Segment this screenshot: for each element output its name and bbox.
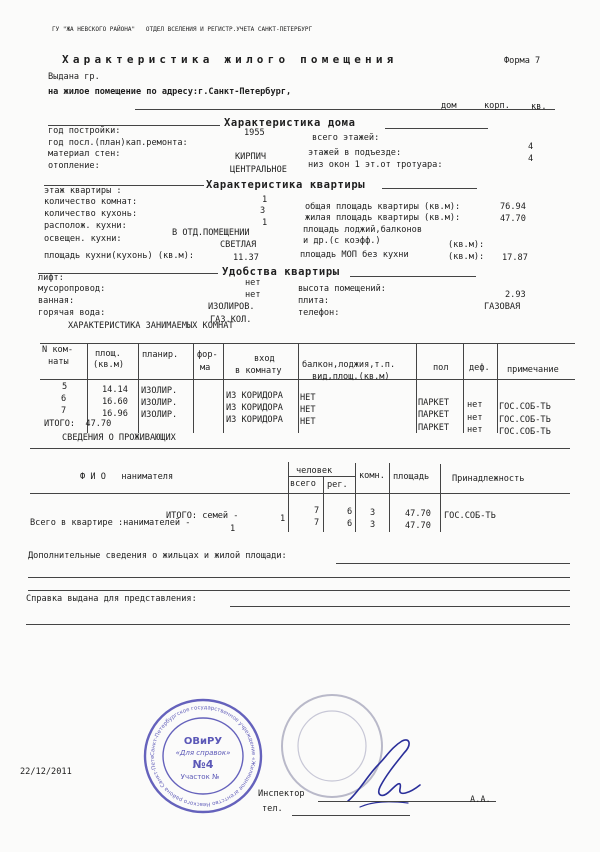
entrance-floors-value: 4 <box>528 154 534 164</box>
hot-water-label: горячая вода: <box>38 308 106 318</box>
residents-top-border <box>30 448 570 449</box>
col-balcony-2: вид,площ.(кв.м) <box>312 372 390 382</box>
residents-header-border <box>30 493 570 494</box>
col-entry-2: в комнату <box>235 366 282 376</box>
flat-area: 47.70 <box>405 521 431 531</box>
row-area: 16.96 <box>102 409 128 419</box>
divider <box>382 188 477 189</box>
col-shape-2: ма <box>200 363 211 373</box>
residents-sub-border <box>288 476 355 477</box>
walls-value: КИРПИЧ <box>235 152 267 162</box>
col-area: площ. <box>95 349 121 359</box>
form-line <box>26 624 570 625</box>
house-heading: Характеристика дома <box>224 117 356 129</box>
inspector-label: Инспектор <box>258 789 305 799</box>
rooms-header: комн. <box>359 471 385 481</box>
table-col-divider <box>193 343 194 433</box>
kitchen-location-value: В ОТД.ПОМЕЩЕНИИ <box>172 228 250 238</box>
row-area: 16.60 <box>102 397 128 407</box>
col-num-2: наты <box>48 357 69 367</box>
issued-to-label: Выдана гр. <box>48 72 100 82</box>
form-line <box>230 606 570 607</box>
row-num: 5 <box>62 382 68 392</box>
stove-label: плита: <box>298 296 330 306</box>
phone-line <box>292 815 410 816</box>
hot-water-value: ГАЗ.КОЛ. <box>210 315 252 325</box>
row-floor: ПАРКЕТ <box>418 423 450 433</box>
phone-label: телефон: <box>298 308 340 318</box>
row-note: ГОС.СОБ-ТЬ <box>499 427 551 437</box>
people-header: человек <box>296 466 333 476</box>
kitchen-location-label: располож. кухни: <box>44 221 127 231</box>
col-defect: деф. <box>469 363 490 373</box>
windows-label: низ окон 1 эт.от тротуара: <box>308 160 443 170</box>
total-rooms: 3 <box>370 508 376 518</box>
rooms-count-label: количество комнат: <box>44 197 138 207</box>
row-floor: ПАРКЕТ <box>418 410 450 420</box>
kitchen-area-value: 11.37 <box>233 253 259 263</box>
row-defect: нет <box>467 400 483 410</box>
table-col-divider <box>298 343 299 433</box>
table-col-divider <box>223 343 224 433</box>
flat-heading: Характеристика квартиры <box>206 179 366 191</box>
organization-line: ГУ "ЖА НЕВСКОГО РАЙОНА" ОТДЕЛ ВСЕЛЕНИЯ И РЕГИСТР.УЧЕТА САНКТ-ПЕТЕРБУРГ <box>52 26 313 33</box>
rooms-total: ИТОГО: 47.70 <box>44 419 112 429</box>
loggia-label: площадь лоджий,балконов <box>303 225 422 235</box>
document-title: Характеристика жилого помещения <box>62 53 398 66</box>
form-line <box>28 577 570 578</box>
kv-label: кв. <box>531 102 547 112</box>
bath-label: ванная: <box>38 296 75 306</box>
table-col-divider <box>138 343 139 433</box>
floors-label: всего этажей: <box>312 133 380 143</box>
kitchen-area-label: площадь кухни(кухонь) (кв.м): <box>44 251 195 261</box>
row-plan: ИЗОЛИР. <box>141 410 178 420</box>
row-entry: ИЗ КОРИДОРА <box>226 391 283 401</box>
table-top-border <box>40 343 575 344</box>
total-area-label: общая площадь квартиры (кв.м): <box>305 202 461 212</box>
garbage-value: нет <box>245 290 261 300</box>
official-stamp <box>142 697 264 815</box>
entrance-floors-label: этажей в подъезде: <box>308 148 402 158</box>
flat-all: 7 <box>314 518 320 528</box>
loggia-label-2: и др.(с коэфф.) <box>303 236 381 246</box>
year-value: 1955 <box>244 128 265 138</box>
row-note: ГОС.СОБ-ТЬ <box>499 415 551 425</box>
kitchens-value: 3 <box>260 206 266 216</box>
form-line <box>336 563 570 564</box>
walls-label: материал стен: <box>48 149 121 159</box>
divider <box>38 273 218 274</box>
stamp-ring-text: Санкт-Петербургское государственное учреждение «Жилищное агентство Невского района Санкт-Пете <box>149 704 257 808</box>
people-all-header: всего <box>290 479 316 489</box>
flat-tenants-label: Всего в квартире :нанимателей - <box>30 518 191 528</box>
additional-info-label: Дополнительные сведения о жильцах и жилой площади: <box>28 551 287 561</box>
row-balcony: НЕТ <box>300 405 316 415</box>
row-plan: ИЗОЛИР. <box>141 386 178 396</box>
area-header: площадь <box>393 472 430 482</box>
stamp-center-4: Участок № <box>180 773 220 781</box>
address-label: на жилое помещение по адресу:г.Санкт-Петербург, <box>48 87 292 97</box>
residents-col-divider <box>355 463 356 532</box>
rooms-heading: ХАРАКТЕРИСТИКА ЗАНИМАЕМЫХ КОМНАТ <box>68 321 234 331</box>
row-balcony: НЕТ <box>300 393 316 403</box>
total-reg: 6 <box>347 507 353 517</box>
col-shape: фор- <box>197 350 218 360</box>
total-area-value: 76.94 <box>500 202 526 212</box>
mop-value: 17.87 <box>502 253 528 263</box>
kitchens-label: количество кухонь: <box>44 209 138 219</box>
row-defect: нет <box>467 425 483 435</box>
col-floor: пол <box>433 363 449 373</box>
issued-for-label: Справка выдана для представления: <box>26 594 197 604</box>
row-floor: ПАРКЕТ <box>418 398 450 408</box>
residents-heading: СВЕДЕНИЯ О ПРОЖИВАЮЩИХ <box>62 433 176 443</box>
table-col-divider <box>416 343 417 433</box>
col-balcony: балкон,лоджия,т.п. <box>302 360 396 370</box>
height-value: 2.93 <box>505 290 526 300</box>
row-num: 7 <box>61 406 67 416</box>
flat-tenants-value: 1 <box>230 524 236 534</box>
year-label: год постройки: <box>48 126 121 136</box>
col-num: N ком- <box>42 345 74 355</box>
owner-header: Принадлежность <box>452 474 525 484</box>
heating-value: ЦЕНТРАЛЬНОЕ <box>230 165 287 175</box>
floors-value: 4 <box>528 142 534 152</box>
lift-value: нет <box>245 278 261 288</box>
residents-col-divider <box>440 464 441 532</box>
kitchen-location-number: 1 <box>262 218 268 228</box>
people-reg-header: рег. <box>327 480 348 490</box>
living-area-label: жилая площадь квартиры (кв.м): <box>305 213 461 223</box>
kitchen-light-value: СВЕТЛАЯ <box>220 240 257 250</box>
total-area: 47.70 <box>405 509 431 519</box>
col-entry: вход <box>254 354 275 364</box>
height-label: высота помещений: <box>298 284 386 294</box>
table-col-divider <box>463 343 464 433</box>
flat-rooms: 3 <box>370 520 376 530</box>
phone-footer-label: тел. <box>262 804 283 814</box>
loggia-unit: (кв.м): <box>448 240 485 250</box>
total-families-label: ИТОГО: семей - <box>166 511 239 521</box>
row-defect: нет <box>467 413 483 423</box>
col-area-2: (кв.м) <box>93 360 125 370</box>
row-area: 14.14 <box>102 385 128 395</box>
lift-label: лифт: <box>38 273 64 283</box>
row-entry: ИЗ КОРИДОРА <box>226 403 283 413</box>
row-num: 6 <box>61 394 67 404</box>
house-label: дом <box>441 101 457 111</box>
form-number: Форма 7 <box>504 56 541 66</box>
inspector-initials: А.А. <box>470 795 491 805</box>
form-line <box>28 590 570 591</box>
garbage-label: мусоропровод: <box>38 284 106 294</box>
divider <box>350 276 476 277</box>
table-col-divider <box>497 343 498 433</box>
row-balcony: НЕТ <box>300 417 316 427</box>
residents-col-divider <box>288 462 289 532</box>
stamp-center-2: «Для справок» <box>175 749 231 757</box>
residents-col-divider <box>323 476 324 532</box>
divider <box>385 128 488 129</box>
mop-unit: (кв.м): <box>448 252 485 262</box>
table-header-border <box>40 379 575 380</box>
row-note: ГОС.СОБ-ТЬ <box>499 402 551 412</box>
stamp-center-1: ОВиРУ <box>183 736 223 747</box>
kitchen-light-label: освещен. кухни: <box>44 234 122 244</box>
fio-header: Ф И О нанимателя <box>80 472 174 482</box>
stove-value: ГАЗОВАЯ <box>484 302 521 312</box>
total-families-value: 1 <box>280 514 286 524</box>
row-entry: ИЗ КОРИДОРА <box>226 415 283 425</box>
stamp-center-3: №4 <box>192 758 214 771</box>
col-plan: планир. <box>142 350 179 360</box>
row-plan: ИЗОЛИР. <box>141 398 178 408</box>
bath-value: ИЗОЛИРОВ. <box>208 302 255 312</box>
repair-label: год посл.(план)кап.ремонта: <box>48 138 188 148</box>
mop-label: площадь МОП без кухни <box>300 250 409 260</box>
korp-label: корп. <box>484 101 510 111</box>
flat-floor-label: этаж квартиры : <box>44 186 122 196</box>
residents-col-divider <box>389 463 390 532</box>
flat-reg: 6 <box>347 519 353 529</box>
issue-date: 22/12/2011 <box>20 767 72 777</box>
rooms-count-value: 1 <box>262 195 268 205</box>
living-area-value: 47.70 <box>500 214 526 224</box>
total-owner: ГОС.СОБ-ТЬ <box>444 511 496 521</box>
total-all: 7 <box>314 506 320 516</box>
heating-label: отопление: <box>48 161 100 171</box>
col-note: примечание <box>507 365 559 375</box>
amenities-heading: Удобства квартиры <box>222 266 340 278</box>
